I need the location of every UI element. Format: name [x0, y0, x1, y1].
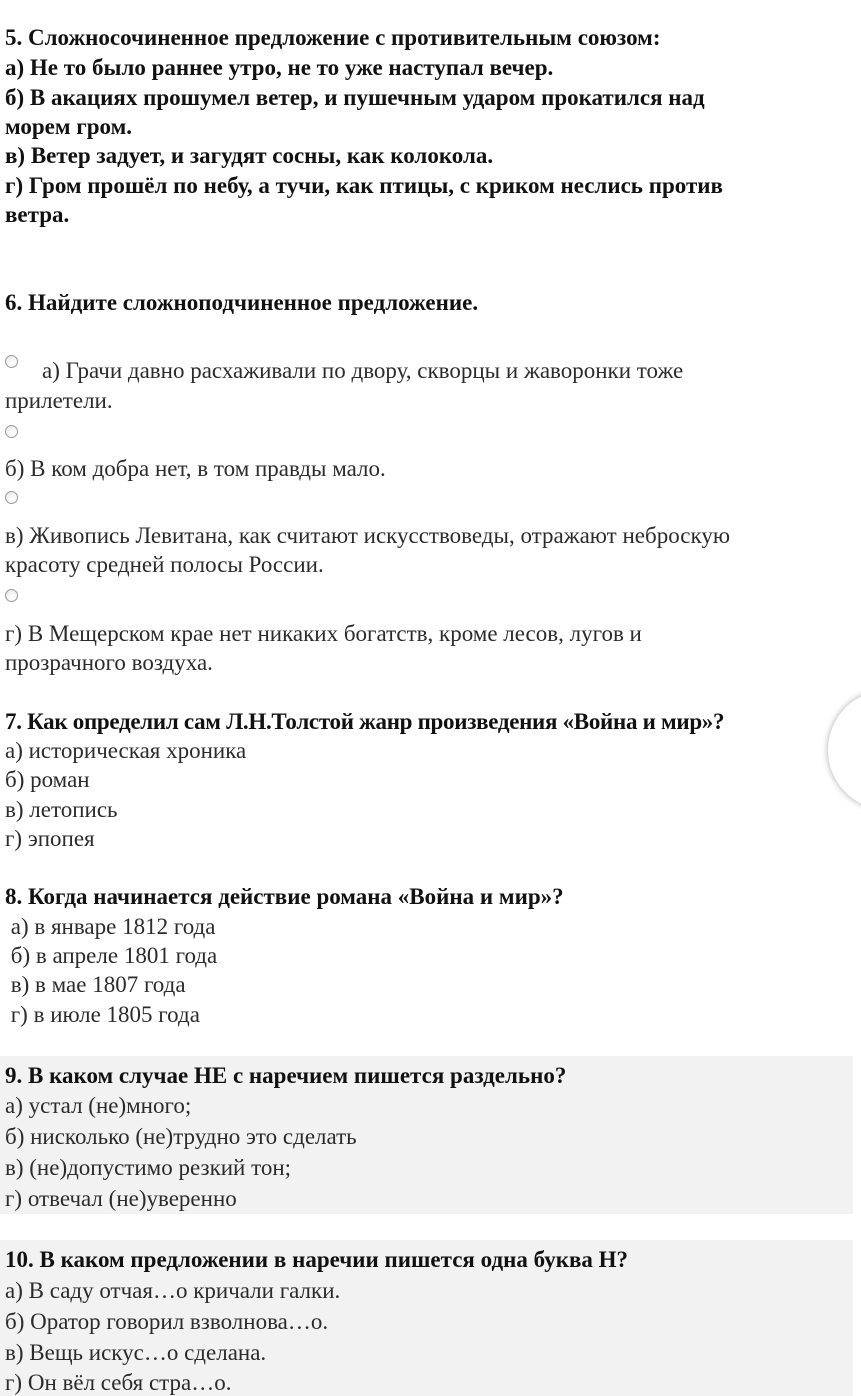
question-8-option-b: б) в апреле 1801 года — [5, 943, 218, 968]
question-6-option-d-line2: прозрачного воздуха. — [5, 650, 213, 675]
question-10-option-a: а) В саду отчая…о кричали галки. — [5, 1278, 341, 1303]
question-6-option-c-line2: красоту средней полосы России. — [5, 552, 324, 577]
question-6-option-b: б) В ком добра нет, в том правды мало. — [5, 456, 386, 481]
question-5-option-a: а) Не то было раннее утро, не то уже наступал вечер. — [5, 55, 554, 80]
question-9-option-d: г) отвечал (не)уверенно — [5, 1186, 237, 1211]
question-7-option-a: а) историческая хроника — [5, 738, 247, 763]
question-6-option-d-line1: г) В Мещерском крае нет никаких богатств, кроме лесов, лугов и — [5, 621, 642, 646]
question-5-option-b-line2: морем гром. — [5, 114, 132, 139]
question-8-option-d: г) в июле 1805 года — [5, 1002, 200, 1027]
question-10-option-c: в) Вещь искус…о сделана. — [5, 1340, 267, 1365]
question-6-option-a-line2: прилетели. — [5, 388, 113, 413]
question-9-option-c: в) (не)допустимо резкий тон; — [5, 1155, 292, 1180]
radio-option-c[interactable] — [5, 491, 18, 504]
question-10-title: 10. В каком предложении в наречии пишется одна буква Н? — [5, 1247, 629, 1272]
question-9-option-b: б) нисколько (не)трудно это сделать — [5, 1124, 357, 1149]
question-6-option-c-line1: в) Живопись Левитана, как считают искусствоведы, отражают неброскую — [5, 523, 731, 548]
question-6-title: 6. Найдите сложноподчиненное предложение. — [5, 290, 479, 315]
radio-option-d[interactable] — [5, 589, 18, 602]
floating-action-button[interactable] — [828, 690, 861, 810]
question-8-option-c: в) в мае 1807 года — [5, 972, 186, 997]
question-6-option-a-line1: а) Грачи давно расхаживали по двору, скворцы и жаворонки тоже — [42, 358, 684, 383]
radio-option-a[interactable] — [5, 355, 18, 368]
question-5-title: 5. Сложносочиненное предложение с противительным союзом: — [5, 25, 661, 50]
question-10-option-d: г) Он вёл себя стра…о. — [5, 1370, 232, 1395]
question-10-option-b: б) Оратор говорил взволнова…о. — [5, 1309, 329, 1334]
question-8-title: 8. Когда начинается действие романа «Война и мир»? — [5, 884, 564, 909]
question-5-option-d-line1: г) Гром прошёл по небу, а тучи, как птицы, с криком неслись против — [5, 173, 723, 198]
question-5-option-c: в) Ветер задует, и загудят сосны, как колокола. — [5, 143, 494, 168]
question-9-title: 9. В каком случае НЕ с наречием пишется раздельно? — [5, 1063, 567, 1088]
question-5-option-d-line2: ветра. — [5, 202, 70, 227]
question-7-option-c: в) летопись — [5, 797, 118, 822]
question-7-title: 7. Как определил сам Л.Н.Толстой жанр произведения «Война и мир»? — [5, 709, 725, 734]
radio-option-b[interactable] — [5, 425, 18, 438]
question-9-option-a: а) устал (не)много; — [5, 1093, 192, 1118]
question-8-option-a: а) в январе 1812 года — [5, 914, 216, 939]
question-7-option-d: г) эпопея — [5, 826, 95, 851]
question-5-option-b-line1: б) В акациях прошумел ветер, и пушечным ударом прокатился над — [5, 85, 705, 110]
question-7-option-b: б) роман — [5, 767, 90, 792]
